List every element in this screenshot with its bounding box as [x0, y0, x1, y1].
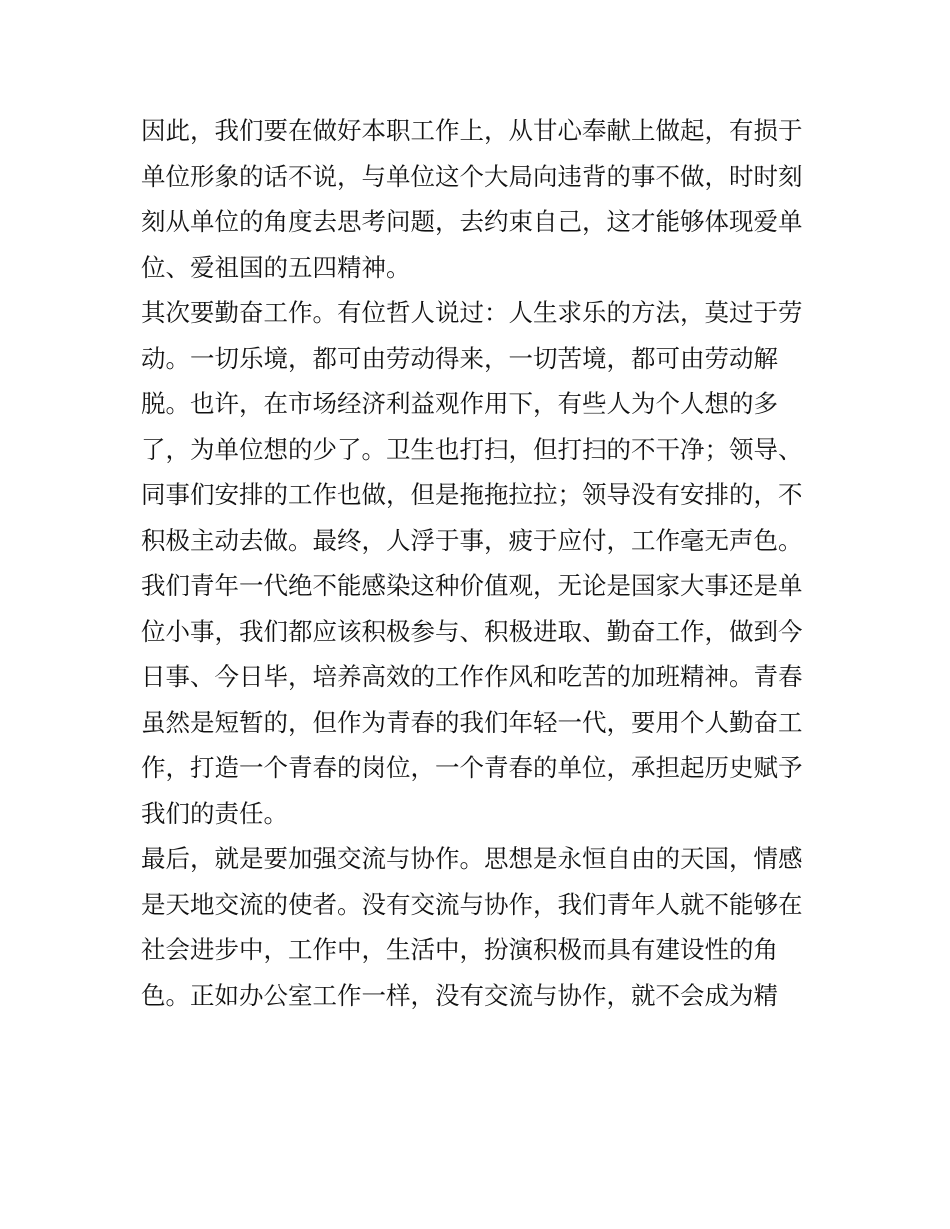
text-line: 积极主动去做。最终，人浮于事，疲于应付，工作毫无声色。 — [141, 525, 803, 555]
text-line: 色。正如办公室工作一样，没有交流与协作，就不会成为精 — [141, 980, 778, 1010]
text-line: 同事们安排的工作也做，但是拖拖拉拉；领导没有安排的，不 — [141, 480, 803, 509]
text-line: 社会进步中，工作中，生活中，扮演积极而具有建设性的角 — [141, 935, 778, 964]
text-line: 虽然是短暂的，但作为青春的我们年轻一代，要用个人勤奋工 — [141, 707, 803, 737]
text-line: 是天地交流的使者。没有交流与协作，我们青年人就不能够在 — [141, 889, 803, 919]
text-line: 日事、今日毕，培养高效的工作作风和吃苦的加班精神。青春 — [141, 662, 803, 691]
text-line: 其次要勤奋工作。有位哲人说过：人生求乐的方法，莫过于劳 — [141, 298, 803, 327]
text-line: 刻从单位的角度去思考问题，去约束自己，这才能够体现爱单 — [141, 207, 803, 236]
text-line: 位、爱祖国的五四精神。 — [141, 252, 411, 282]
text-line: 脱。也许，在市场经济利益观作用下，有些人为个人想的多 — [141, 389, 778, 418]
text-line: 位小事，我们都应该积极参与、积极进取、勤奋工作，做到今 — [141, 616, 803, 646]
text-line: 我们青年一代绝不能感染这种价值观，无论是国家大事还是单 — [141, 571, 803, 600]
text-line: 我们的责任。 — [141, 798, 288, 828]
text-line: 作，打造一个青春的岗位，一个青春的单位，承担起历史赋予 — [141, 753, 803, 782]
text-line: 单位形象的话不说，与单位这个大局向违背的事不做，时时刻 — [141, 161, 803, 191]
text-line: 最后，就是要加强交流与协作。思想是永恒自由的天国，情感 — [141, 844, 803, 873]
text-line: 动。一切乐境，都可由劳动得来，一切苦境，都可由劳动解 — [141, 343, 778, 373]
body-text — [141, 108, 813, 1018]
text-line: 了，为单位想的少了。卫生也打扫，但打扫的不干净；领导、 — [141, 434, 803, 464]
text-line: 因此，我们要在做好本职工作上，从甘心奉献上做起，有损于 — [141, 116, 803, 145]
